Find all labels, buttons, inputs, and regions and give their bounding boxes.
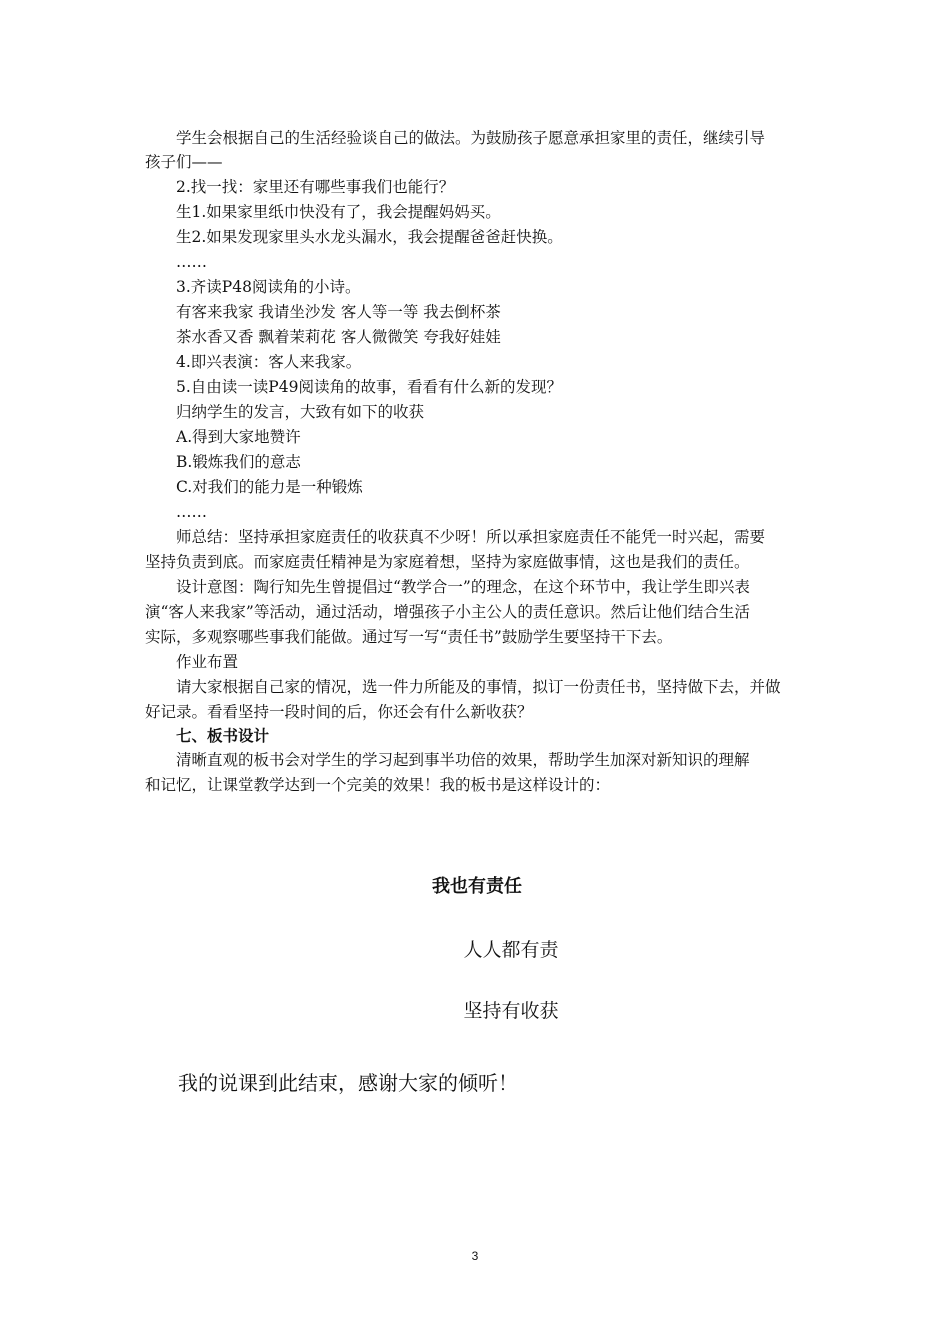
homework-line-2: 好记录。看看坚持一段时间的后，你还会有什么新收获？ (145, 703, 533, 721)
poem-line-2: 茶水香又香 飘着茉莉花 客人微微笑 夸我好娃娃 (176, 328, 501, 346)
gain-b: B.锻炼我们的意志 (176, 453, 301, 471)
design-intent-line-3: 实际，多观察哪些事我们能做。通过写一写“责任书”鼓励学生要坚持干下去。 (145, 628, 673, 646)
activity-5: 5.自由读一读P49阅读角的故事，看看有什么新的发现？ (176, 378, 562, 396)
paragraph-intro-line-2: 孩子们—— (145, 153, 223, 171)
board-line-2: 坚持有收获 (463, 1000, 559, 1022)
student-answer-1: 生1.如果家里纸巾快没有了，我会提醒妈妈买。 (176, 203, 501, 221)
board-intro-line-2: 和记忆，让课堂教学达到一个完美的效果！我的板书是这样设计的： (145, 776, 611, 794)
board-title: 我也有责任 (432, 876, 522, 897)
activity-3: 3.齐读P48阅读角的小诗。 (176, 278, 361, 296)
paragraph-intro-line-1: 学生会根据自己的生活经验谈自己的做法。为鼓励孩子愿意承担家里的责任，继续引导 (176, 129, 766, 147)
summary-intro: 归纳学生的发言，大致有如下的收获 (176, 403, 425, 421)
section-heading-board-design: 七、板书设计 (176, 726, 270, 745)
gain-a: A.得到大家地赞许 (176, 428, 301, 446)
teacher-summary-line-1: 师总结：坚持承担家庭责任的收获真不少呀！所以承担家庭责任不能凭一时兴起，需要 (176, 528, 766, 546)
design-intent-line-2: 演“客人来我家”等活动，通过活动，增强孩子小主公人的责任意识。然后让他们结合生活 (145, 603, 750, 621)
ellipsis-1: …… (176, 253, 207, 271)
teacher-summary-line-2: 坚持负责到底。而家庭责任精神是为家庭着想，坚持为家庭做事情，这也是我们的责任。 (145, 553, 750, 571)
board-intro-line-1: 清晰直观的板书会对学生的学习起到事半功倍的效果，帮助学生加深对新知识的理解 (176, 751, 750, 769)
activity-2: 2.找一找：家里还有哪些事我们也能行？ (176, 178, 455, 196)
poem-line-1: 有客来我家 我请坐沙发 客人等一等 我去倒杯茶 (176, 303, 501, 321)
design-intent-line-1: 设计意图：陶行知先生曾提倡过“教学合一”的理念，在这个环节中，我让学生即兴表 (176, 578, 750, 596)
student-answer-2: 生2.如果发现家里头水龙头漏水，我会提醒爸爸赶快换。 (176, 228, 563, 246)
board-line-1: 人人都有责 (463, 939, 559, 961)
activity-4: 4.即兴表演：客人来我家。 (176, 353, 362, 371)
gain-c: C.对我们的能力是一种锻炼 (176, 478, 363, 496)
homework-line-1: 请大家根据自己家的情况，选一件力所能及的事情，拟订一份责任书，坚持做下去，并做 (176, 678, 781, 696)
ellipsis-2: …… (176, 503, 207, 521)
page-number: 3 (471, 1249, 479, 1263)
closing-remark: 我的说课到此结束，感谢大家的倾听！ (178, 1071, 518, 1095)
homework-heading: 作业布置 (176, 653, 239, 671)
